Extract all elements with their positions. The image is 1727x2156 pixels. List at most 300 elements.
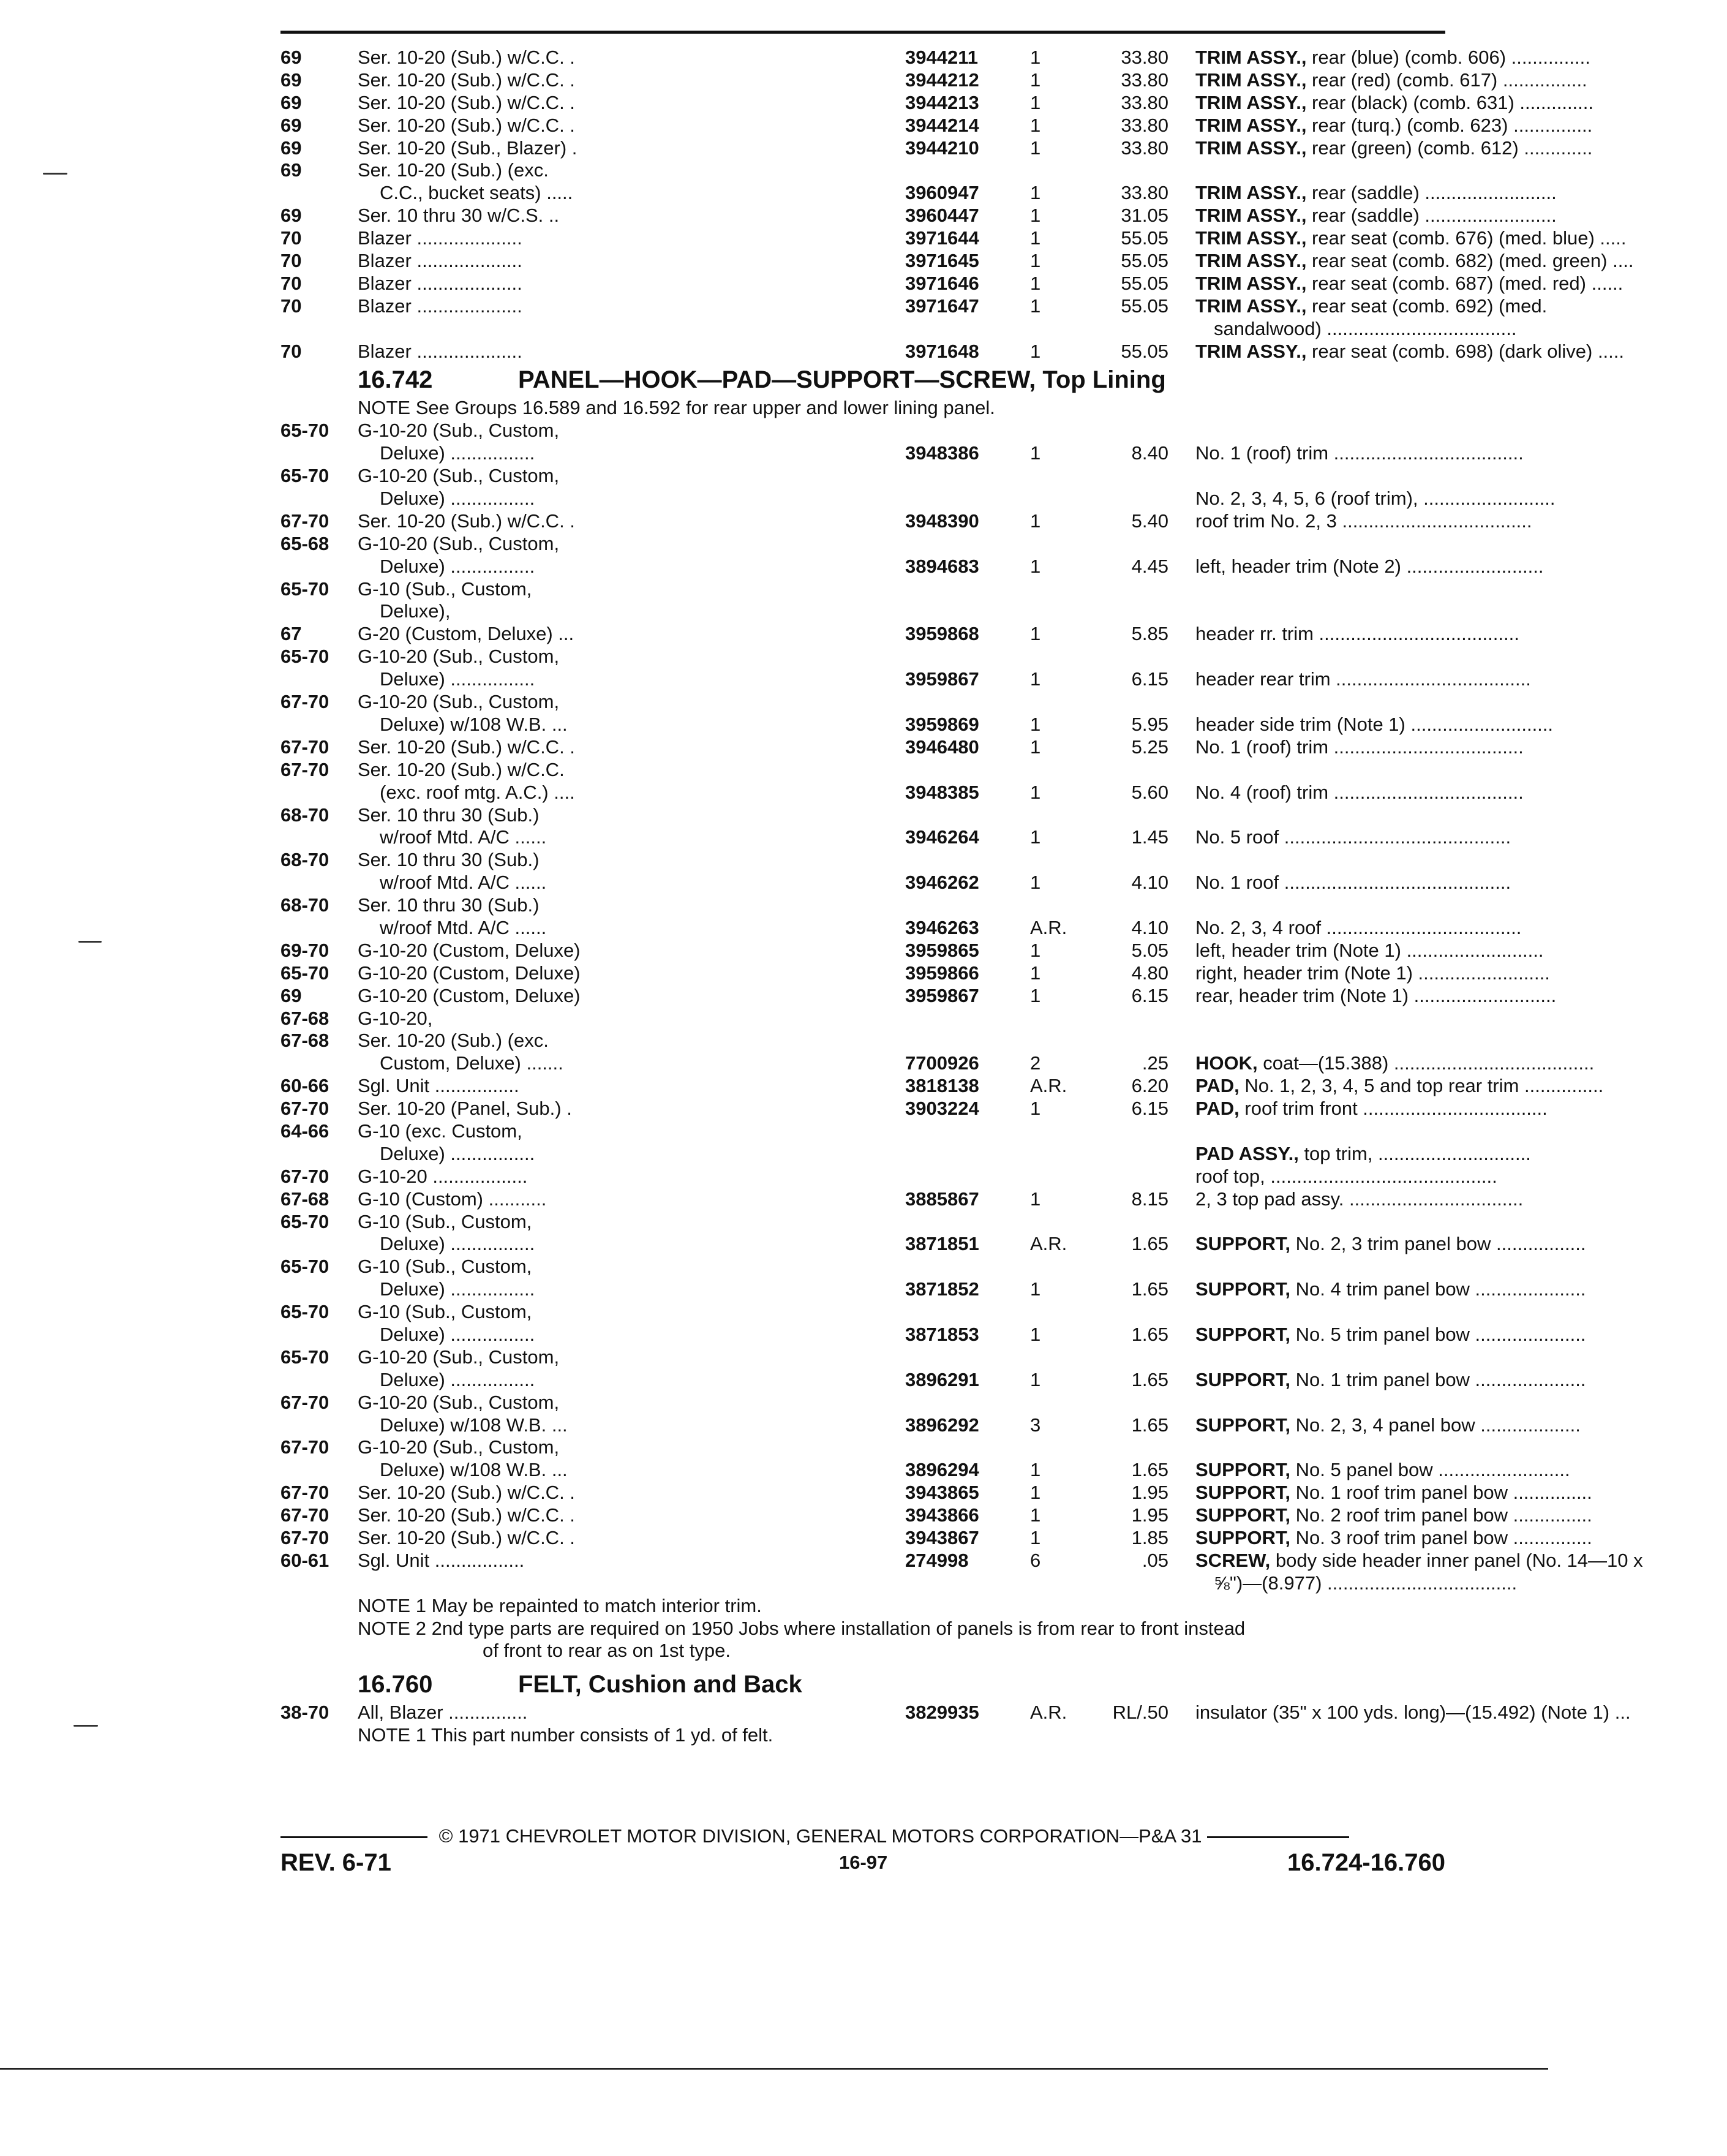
parts-row	[280, 1233, 1586, 1256]
list-price: 1.65	[1131, 1459, 1168, 1481]
part-number: 3943867	[905, 1527, 979, 1548]
list-price: 1.65	[1131, 1368, 1168, 1390]
quantity: 1	[1030, 962, 1041, 984]
vehicle-description: Ser. 10-20 (Sub.) (exc.	[358, 1030, 549, 1052]
part-number: 3959867	[905, 984, 979, 1006]
vehicle-description: All, Blazer ...............	[358, 1702, 528, 1724]
model-year: 60-61	[280, 1549, 329, 1571]
part-name	[1195, 227, 1727, 250]
vehicle-description: G-20 (Custom, Deluxe) ...	[358, 623, 574, 645]
part-name-text: rear (red) (comb. 617) ................	[1306, 69, 1587, 91]
parts-row	[280, 91, 1594, 115]
quantity: 1	[1030, 510, 1041, 532]
part-name	[1195, 1166, 1727, 1188]
parts-row	[280, 1052, 1595, 1075]
vehicle-description: w/roof Mtd. A/C ......	[380, 872, 547, 894]
part-name	[1195, 736, 1727, 759]
part-name	[1195, 1527, 1727, 1550]
part-number: 3896291	[905, 1368, 979, 1390]
part-name	[1195, 1702, 1727, 1724]
parts-row	[280, 736, 1524, 759]
vehicle-description: Ser. 10-20 (Panel, Sub.) .	[358, 1098, 572, 1120]
model-year: 69	[280, 114, 302, 136]
model-year: 70	[280, 295, 302, 317]
parts-row	[280, 420, 1445, 442]
part-name-text: ⅝")—(8.977) ....................................	[1214, 1572, 1518, 1594]
part-name-text: rear (turq.) (comb. 623) ...............	[1306, 114, 1593, 136]
vehicle-description: G-10 (exc. Custom,	[358, 1120, 522, 1142]
parts-row	[280, 849, 1445, 872]
vehicle-description: Deluxe) w/108 W.B. ...	[380, 713, 568, 735]
part-number: 3971645	[905, 250, 979, 272]
parts-row	[280, 465, 1445, 488]
part-number: 3971647	[905, 295, 979, 317]
vehicle-description: G-10 (Sub., Custom,	[358, 578, 532, 600]
parts-row	[280, 442, 1524, 465]
part-name-text: left, header trim (Note 2) ..........................	[1195, 555, 1544, 577]
part-name	[1195, 442, 1727, 465]
parts-row	[280, 340, 1625, 363]
notes-block	[280, 1724, 1445, 1747]
list-price: 4.80	[1131, 962, 1168, 984]
vehicle-description: Ser. 10-20 (Sub.) w/C.C. .	[358, 114, 575, 136]
vehicle-description: Deluxe) ................	[380, 1368, 535, 1390]
part-name-bold: TRIM ASSY.,	[1195, 227, 1307, 249]
model-year: 64-66	[280, 1120, 329, 1142]
vehicle-description: Ser. 10 thru 30 (Sub.)	[358, 849, 540, 871]
part-name	[1195, 47, 1727, 69]
model-year: 67-68	[280, 1188, 329, 1210]
part-name-text: No. 2, 3, 4 roof .....................................	[1195, 916, 1522, 938]
model-year: 70	[280, 227, 302, 249]
part-name	[1195, 623, 1727, 646]
parts-row	[280, 1030, 1445, 1052]
part-number: 3960447	[905, 205, 979, 227]
vehicle-description: Sgl. Unit ................	[358, 1075, 519, 1097]
copyright-line	[280, 1824, 1445, 1849]
parts-row	[280, 159, 1445, 182]
part-name	[1195, 782, 1727, 804]
vehicle-description: G-10-20 (Sub., Custom,	[358, 532, 560, 554]
list-price: 33.80	[1121, 69, 1168, 91]
vehicle-description: Blazer ....................	[358, 340, 522, 362]
parts-row	[280, 759, 1445, 782]
part-number: 3903224	[905, 1098, 979, 1120]
parts-row	[280, 1549, 1643, 1572]
parts-row	[280, 1346, 1445, 1369]
list-price: 1.65	[1131, 1278, 1168, 1300]
list-price: .05	[1142, 1549, 1168, 1571]
vehicle-description: Ser. 10 thru 30 w/C.S. ..	[358, 205, 560, 227]
parts-row	[280, 872, 1511, 894]
part-number: 3946480	[905, 736, 979, 758]
part-name-text: rear (saddle) .........................	[1306, 182, 1557, 204]
part-name-bold: HOOK,	[1195, 1052, 1258, 1074]
part-name	[1195, 182, 1727, 205]
quantity: 1	[1030, 1368, 1041, 1390]
model-year: 69	[280, 984, 302, 1006]
vehicle-description: Deluxe) ................	[380, 1233, 535, 1255]
quantity: 1	[1030, 939, 1041, 961]
vehicle-description: Blazer ....................	[358, 295, 522, 317]
section-title: FELT, Cushion and Back	[518, 1671, 802, 1698]
part-name-bold: SUPPORT,	[1195, 1368, 1291, 1390]
part-name-text: No. 3 roof trim panel bow ...............	[1290, 1527, 1592, 1548]
parts-row	[280, 510, 1532, 533]
model-year: 65-70	[280, 1301, 329, 1323]
vehicle-description: G-10 (Sub., Custom,	[358, 1210, 532, 1232]
model-year: 65-70	[280, 962, 329, 984]
part-name-bold: SCREW,	[1195, 1549, 1271, 1571]
vehicle-description: Deluxe) ................	[380, 442, 535, 464]
model-year: 68-70	[280, 894, 329, 916]
revision-label: REV. 6-71	[280, 1849, 391, 1876]
list-price: 1.65	[1131, 1233, 1168, 1255]
model-year: 68-70	[280, 804, 329, 826]
part-name-bold: SUPPORT,	[1195, 1323, 1291, 1345]
part-number: 3971648	[905, 340, 979, 362]
list-price: 5.60	[1131, 781, 1168, 803]
part-name-bold: SUPPORT,	[1195, 1414, 1291, 1436]
parts-row	[280, 1368, 1586, 1392]
part-name-text: header side trim (Note 1) ...........................	[1195, 713, 1554, 735]
part-name	[1195, 1482, 1727, 1504]
parts-row	[280, 1075, 1604, 1098]
model-year: 69	[280, 137, 302, 159]
quantity: 1	[1030, 623, 1041, 645]
quantity: A.R.	[1030, 1702, 1067, 1724]
part-name-text: rear (green) (comb. 612) .............	[1306, 137, 1593, 159]
part-name	[1195, 1188, 1727, 1211]
part-name-text: roof trim front ...................................	[1239, 1098, 1548, 1120]
part-name-text: top trim, .............................	[1298, 1142, 1531, 1164]
vehicle-description: G-10-20 (Sub., Custom,	[358, 646, 560, 668]
part-number: 3896294	[905, 1459, 979, 1481]
vehicle-description: Ser. 10-20 (Sub.) w/C.C. .	[358, 47, 575, 68]
parts-row	[280, 1188, 1524, 1211]
model-year: 60-66	[280, 1075, 329, 1097]
model-year: 67-68	[280, 1007, 329, 1029]
vehicle-description: C.C., bucket seats) .....	[380, 182, 573, 204]
part-name-text: rear seat (comb. 676) (med. blue) .....	[1306, 227, 1627, 249]
top-lining-rows	[280, 420, 1643, 1594]
parts-row	[280, 623, 1519, 646]
part-name-text: body side header inner panel (No. 14—10 x	[1270, 1549, 1643, 1571]
model-year: 65-70	[280, 465, 329, 487]
part-name-text: rear seat (comb. 682) (med. green) ....	[1306, 250, 1634, 272]
vehicle-description: Ser. 10-20 (Sub.) (exc.	[358, 159, 549, 181]
model-year: 67-70	[280, 1527, 329, 1548]
model-year: 67-70	[280, 736, 329, 758]
model-year: 65-68	[280, 532, 329, 554]
quantity: 1	[1030, 340, 1041, 362]
part-name-text: No. 1 roof trim panel bow ...............	[1290, 1482, 1592, 1504]
page-footer	[280, 1847, 1445, 1878]
part-number: 7700926	[905, 1052, 979, 1074]
quantity: 1	[1030, 555, 1041, 577]
model-year: 70	[280, 272, 302, 294]
part-name-text: No. 2, 3, 4, 5, 6 (roof trim), .........................	[1195, 488, 1556, 510]
part-number: 3946264	[905, 826, 979, 848]
part-name-text: No. 4 (roof) trim ....................................	[1195, 781, 1524, 803]
part-name	[1195, 250, 1727, 273]
part-number: 3894683	[905, 555, 979, 577]
model-year: 65-70	[280, 420, 329, 442]
parts-row	[280, 1482, 1592, 1504]
vehicle-description: Ser. 10-20 (Sub., Blazer) .	[358, 137, 578, 159]
model-year: 70	[280, 250, 302, 272]
parts-row	[280, 962, 1550, 985]
quantity: 1	[1030, 1098, 1041, 1120]
part-name	[1195, 1550, 1727, 1572]
parts-row	[280, 668, 1531, 691]
part-name-text: No. 5 trim panel bow .....................	[1290, 1323, 1586, 1345]
parts-row	[280, 1120, 1445, 1143]
parts-row	[280, 939, 1544, 962]
vehicle-description: Ser. 10 thru 30 (Sub.)	[358, 804, 540, 826]
part-name-text: right, header trim (Note 1) .........................	[1195, 962, 1550, 984]
parts-row	[280, 1211, 1445, 1234]
group-range: 16.724-16.760	[1287, 1849, 1445, 1876]
quantity: 1	[1030, 826, 1041, 848]
vehicle-description: G-10-20 (Custom, Deluxe)	[358, 962, 581, 984]
part-name-text: rear seat (comb. 687) (med. red) ......	[1306, 272, 1624, 294]
part-name-text: rear (blue) (comb. 606) ...............	[1306, 47, 1590, 68]
part-name	[1195, 69, 1727, 92]
model-year: 70	[280, 340, 302, 362]
list-price: 55.05	[1121, 250, 1168, 272]
part-name-text: No. 5 roof ...........................................	[1195, 826, 1511, 848]
model-year: 67-70	[280, 1165, 329, 1187]
part-name-bold: TRIM ASSY.,	[1195, 205, 1307, 227]
parts-row	[280, 69, 1587, 92]
vehicle-description: Deluxe) ................	[380, 1142, 535, 1164]
parts-row	[280, 1414, 1581, 1437]
quantity: 1	[1030, 442, 1041, 464]
parts-row	[280, 205, 1557, 227]
list-price: 1.95	[1131, 1504, 1168, 1526]
parts-row	[280, 114, 1593, 137]
part-number: 3944211	[905, 47, 978, 68]
margin-mark	[78, 941, 102, 943]
model-year: 65-70	[280, 1256, 329, 1278]
quantity: 1	[1030, 1188, 1041, 1210]
part-name-text: No. 1 roof ...........................................	[1195, 872, 1511, 894]
part-name	[1195, 273, 1727, 295]
list-price: 8.40	[1131, 442, 1168, 464]
part-name-bold: SUPPORT,	[1195, 1233, 1291, 1255]
part-name-text: rear seat (comb. 692) (med.	[1306, 295, 1548, 317]
note-line: NOTE 2 2nd type parts are required on 1950 Jobs where installation of panels is from rear to front instead	[358, 1617, 1246, 1639]
part-name-bold: PAD,	[1195, 1098, 1240, 1120]
vehicle-description: w/roof Mtd. A/C ......	[380, 826, 547, 848]
note-line: NOTE 1 May be repainted to match interior trim.	[358, 1594, 762, 1616]
parts-row	[280, 555, 1544, 578]
quantity: 6	[1030, 1549, 1041, 1571]
part-name-bold: TRIM ASSY.,	[1195, 47, 1307, 68]
section-number: 16.760	[358, 1671, 433, 1698]
vehicle-description: Deluxe),	[380, 600, 451, 622]
part-name	[1195, 1143, 1727, 1166]
list-price: 6.20	[1131, 1075, 1168, 1097]
part-name-bold: TRIM ASSY.,	[1195, 137, 1307, 159]
vehicle-description: G-10-20 (Sub., Custom,	[358, 1436, 560, 1458]
list-price: 33.80	[1121, 137, 1168, 159]
parts-row	[280, 1527, 1592, 1550]
parts-row	[280, 295, 1548, 318]
part-number: 3871852	[905, 1278, 979, 1300]
list-price: 6.15	[1131, 668, 1168, 690]
vehicle-description: Blazer ....................	[358, 272, 522, 294]
part-name	[1195, 1369, 1727, 1392]
list-price: 55.05	[1121, 295, 1168, 317]
section-number: 16.742	[358, 366, 433, 394]
part-name	[1195, 1098, 1727, 1120]
quantity: 2	[1030, 1052, 1041, 1074]
parts-row	[280, 826, 1511, 849]
part-name-text: roof top, ...........................................	[1195, 1165, 1497, 1187]
vehicle-description: Ser. 10-20 (Sub.) w/C.C. .	[358, 1482, 575, 1504]
parts-row	[280, 578, 1445, 601]
part-number: 3871853	[905, 1323, 979, 1345]
vehicle-description: G-10-20,	[358, 1007, 433, 1029]
list-price: 5.95	[1131, 713, 1168, 735]
parts-row	[280, 1392, 1445, 1414]
list-price: 1.45	[1131, 826, 1168, 848]
part-name	[1214, 1572, 1727, 1595]
part-number: 3959866	[905, 962, 979, 984]
quantity: 1	[1030, 736, 1041, 758]
vehicle-description: Deluxe) ................	[380, 488, 535, 510]
parts-row	[280, 272, 1624, 295]
part-name-text: header rr. trim ......................................	[1195, 623, 1519, 645]
quantity: 1	[1030, 1323, 1041, 1345]
model-year: 65-70	[280, 578, 329, 600]
footer-rule-left	[280, 1836, 427, 1838]
vehicle-description: G-10-20 ..................	[358, 1165, 528, 1187]
parts-row	[280, 781, 1524, 804]
part-name-text: rear (black) (comb. 631) ..............	[1306, 91, 1594, 113]
model-year: 69	[280, 205, 302, 227]
part-name	[1195, 1504, 1727, 1527]
part-name	[1195, 962, 1727, 985]
vehicle-description: Ser. 10-20 (Sub.) w/C.C.	[358, 758, 565, 780]
part-number: 3944212	[905, 69, 979, 91]
part-name-text: rear, header trim (Note 1) ...........................	[1195, 984, 1557, 1006]
parts-row	[280, 533, 1445, 556]
part-number: 3959867	[905, 668, 979, 690]
vehicle-description: G-10-20 (Sub., Custom,	[358, 1346, 560, 1368]
part-name	[1195, 137, 1727, 160]
part-name-bold: SUPPORT,	[1195, 1459, 1291, 1481]
parts-row	[280, 1142, 1531, 1166]
list-price: 33.80	[1121, 114, 1168, 136]
parts-row	[280, 1165, 1497, 1188]
part-name	[1195, 917, 1727, 940]
part-name-bold: SUPPORT,	[1195, 1482, 1291, 1504]
quantity: 3	[1030, 1414, 1041, 1436]
part-name-text: No. 1 (roof) trim ....................................	[1195, 736, 1524, 758]
vehicle-description: Ser. 10-20 (Sub.) w/C.C. .	[358, 736, 575, 758]
part-name	[1195, 985, 1727, 1008]
quantity: A.R.	[1030, 916, 1067, 938]
part-number: 3948386	[905, 442, 979, 464]
vehicle-description: Deluxe) ................	[380, 668, 535, 690]
section-heading-16742	[280, 363, 1445, 397]
model-year: 67-70	[280, 758, 329, 780]
parts-row	[280, 1572, 1518, 1595]
parts-row	[280, 1702, 1631, 1724]
list-price: RL/.50	[1112, 1702, 1168, 1724]
vehicle-description: Ser. 10-20 (Sub.) w/C.C. .	[358, 510, 575, 532]
list-price: .25	[1142, 1052, 1168, 1074]
part-name	[1195, 295, 1727, 318]
vehicle-description: G-10-20 (Custom, Deluxe)	[358, 939, 581, 961]
part-number: 3885867	[905, 1188, 979, 1210]
model-year: 65-70	[280, 1210, 329, 1232]
quantity: 1	[1030, 182, 1041, 204]
quantity: 1	[1030, 872, 1041, 894]
part-name-text: No. 5 panel bow .........................	[1290, 1459, 1570, 1481]
part-name-bold: TRIM ASSY.,	[1195, 340, 1307, 362]
part-name-bold: PAD,	[1195, 1075, 1240, 1097]
part-number: 3829935	[905, 1702, 979, 1724]
part-name	[1195, 1459, 1727, 1482]
part-name-text: No. 2 roof trim panel bow ...............	[1290, 1504, 1592, 1526]
list-price: 33.80	[1121, 91, 1168, 113]
part-number: 3971646	[905, 272, 979, 294]
part-name-text: No. 4 trim panel bow .....................	[1290, 1278, 1586, 1300]
trim-assy-rows	[280, 47, 1634, 363]
part-number: 3944214	[905, 114, 979, 136]
parts-row	[280, 804, 1445, 827]
part-name-text: left, header trim (Note 1) ..........................	[1195, 939, 1544, 961]
list-price: 4.45	[1131, 555, 1168, 577]
part-name-text: 2, 3 top pad assy. .................................	[1195, 1188, 1524, 1210]
list-price: 5.40	[1131, 510, 1168, 532]
notes-block	[280, 1595, 1445, 1663]
part-name-bold: TRIM ASSY.,	[1195, 272, 1307, 294]
part-number: 3944210	[905, 137, 979, 159]
part-number: 3959868	[905, 623, 979, 645]
model-year: 69	[280, 47, 302, 68]
list-price: 33.80	[1121, 182, 1168, 204]
part-number: 3959869	[905, 713, 979, 735]
part-name	[1195, 205, 1727, 227]
part-name	[1195, 826, 1727, 849]
vehicle-description: (exc. roof mtg. A.C.) ....	[380, 781, 575, 803]
note-line: of front to rear as on 1st type.	[483, 1640, 731, 1662]
vehicle-description: Ser. 10-20 (Sub.) w/C.C. .	[358, 1504, 575, 1526]
parts-row	[280, 488, 1556, 510]
part-name-text: rear seat (comb. 698) (dark olive) .....	[1306, 340, 1625, 362]
vehicle-description: Blazer ....................	[358, 227, 522, 249]
vehicle-description: G-10-20 (Custom, Deluxe)	[358, 984, 581, 1006]
part-name-bold: TRIM ASSY.,	[1195, 182, 1307, 204]
section-heading-16760	[280, 1667, 1445, 1702]
parts-row	[280, 916, 1522, 940]
note-line: NOTE 1 This part number consists of 1 yd. of felt.	[358, 1724, 773, 1746]
model-year: 69	[280, 69, 302, 91]
top-rule	[280, 31, 1445, 34]
parts-row	[280, 1436, 1445, 1459]
quantity: 1	[1030, 781, 1041, 803]
felt-rows	[280, 1702, 1631, 1724]
part-name	[1195, 510, 1727, 533]
part-name-bold: TRIM ASSY.,	[1195, 114, 1307, 136]
vehicle-description: Ser. 10-20 (Sub.) w/C.C. .	[358, 1527, 575, 1548]
parts-row	[280, 984, 1557, 1008]
